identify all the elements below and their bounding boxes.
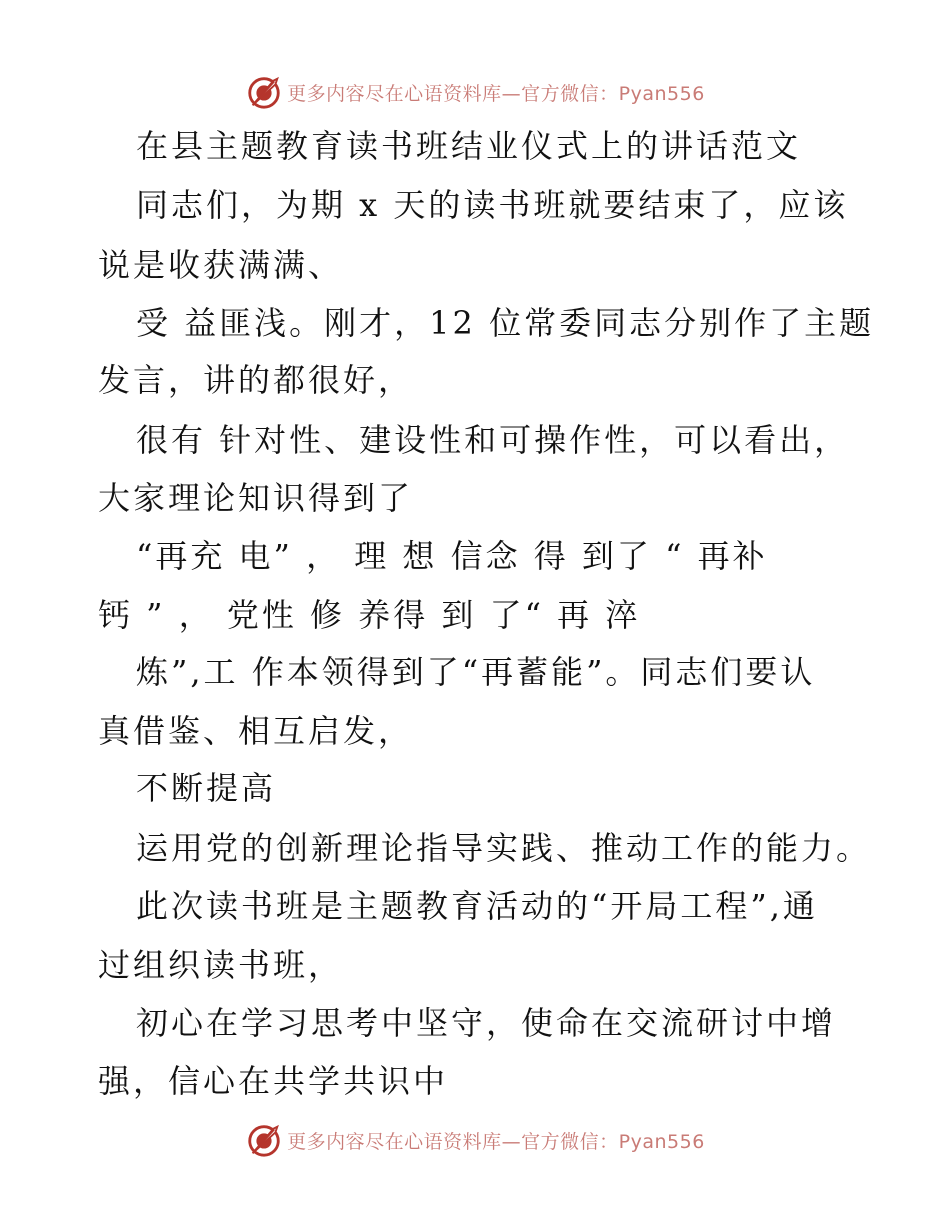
document-title: 在县主题教育读书班结业仪式上的讲话范文 bbox=[136, 127, 802, 165]
text-line: 发言，讲的都很好， bbox=[98, 361, 414, 399]
text-line: 同志们，为期 x 天的读书班就要结束了，应该 bbox=[136, 186, 849, 224]
text-line: 初心在学习思考中坚守，使命在交流研讨中增 bbox=[136, 1004, 837, 1042]
text-line: 运用党的创新理论指导实践、推动工作的能力。 bbox=[136, 829, 872, 867]
text-line: 炼”,工 作本领得到了“再蓄能”。同志们要认 bbox=[136, 653, 816, 691]
text-line: 真借鉴、相互启发， bbox=[98, 712, 414, 750]
watermark-text: 更多内容尽在心语资料库—官方微信：Pyan556 bbox=[287, 1130, 705, 1153]
text-line: 不断提高 bbox=[136, 769, 277, 807]
text-line: “再充 电” ， 理 想 信念 得 到了 “ 再补 bbox=[136, 537, 768, 575]
text-line: 说是收获满满、 bbox=[98, 246, 344, 284]
footer-watermark bbox=[0, 1120, 950, 1160]
quill-pen-circle-icon bbox=[245, 1121, 283, 1159]
text-line: 很有 针对性、建设性和可操作性，可以看出， bbox=[136, 421, 850, 459]
text-line: 此次读书班是主题教育活动的“开局工程”,通 bbox=[136, 887, 818, 925]
header-watermark bbox=[0, 72, 950, 112]
watermark-text: 更多内容尽在心语资料库—官方微信：Pyan556 bbox=[287, 82, 705, 105]
text-line: 强，信心在共学共识中 bbox=[98, 1062, 449, 1100]
quill-pen-circle-icon bbox=[245, 73, 283, 111]
text-line: 大家理论知识得到了 bbox=[98, 479, 414, 517]
text-line: 受 益匪浅。刚才，12 位常委同志分别作了主题 bbox=[136, 304, 875, 342]
text-line: 过组织读书班， bbox=[98, 946, 344, 984]
text-line: 钙 ” ， 党性 修 养得 到 了“ 再 淬 bbox=[98, 596, 641, 634]
